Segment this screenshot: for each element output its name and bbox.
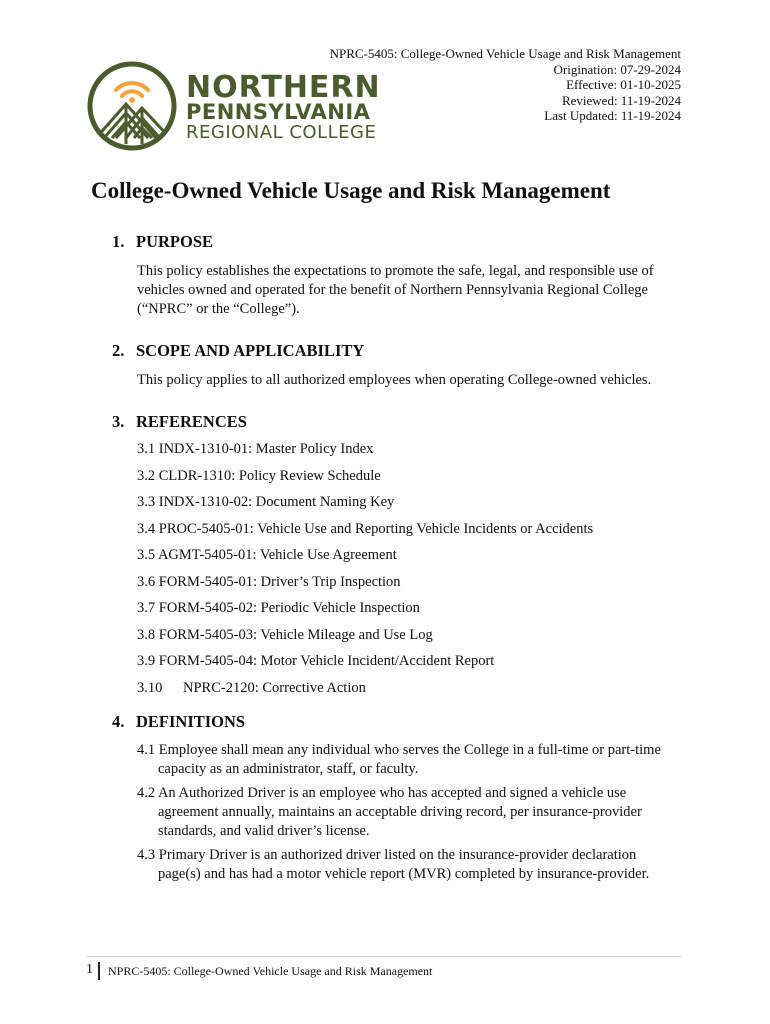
footer-doc-ref: NPRC-5405: College-Owned Vehicle Usage and Risk Management <box>108 964 433 978</box>
list-item <box>137 493 682 519</box>
reference-link[interactable]: FORM-5405-02: Periodic Vehicle Inspection <box>158 600 420 616</box>
page-number: 1 <box>86 962 93 977</box>
list-item <box>137 573 682 599</box>
document-header-meta <box>330 46 681 124</box>
scope-text: This policy applies to all authorized employees when operating College-owned vehicles. <box>137 372 652 388</box>
section-number: 3. <box>112 412 125 431</box>
item-number: 3.5 <box>137 547 156 563</box>
section-purpose <box>112 232 682 319</box>
list-item <box>137 679 682 705</box>
list-item <box>112 784 682 841</box>
section-scope <box>112 341 682 390</box>
list-item <box>137 626 682 652</box>
header-last-updated: Last Updated: 11-19-2024 <box>544 108 681 123</box>
reference-link[interactable]: CLDR-1310: Policy Review Schedule <box>158 467 381 484</box>
header-reviewed: Reviewed: 11-19-2024 <box>561 92 681 108</box>
reference-link[interactable]: FORM-5405-01: Driver’s Trip Inspection <box>158 573 401 590</box>
definition-text: An Authorized Driver is an employee who has accepted and signed a vehicle use agreement annually, maintains an acceptable driving record, per insurance-provider standards, and valid driver’s license. <box>157 785 642 839</box>
section-number: 2. <box>112 341 125 360</box>
page-title: College-Owned Vehicle Usage and Risk Management <box>91 178 611 203</box>
section-heading <box>112 341 682 361</box>
definition-text: Employee shall mean any individual who serves the College in a full-time or part-time capacity as an administrator, staff, or faculty. <box>158 742 661 777</box>
reference-link[interactable]: FORM-5405-04: Motor Vehicle Incident/Accident Report <box>158 653 495 669</box>
definition-text: Primary Driver is an authorized driver listed on the insurance-provider declaration page(s) and has had a motor vehicle report (MVR) completed by insurance-provider. <box>158 847 650 882</box>
section-definitions <box>112 712 682 889</box>
item-number: 3.4 <box>137 520 156 537</box>
reference-link[interactable]: FORM-5405-03: Vehicle Mileage and Use Log <box>158 626 433 643</box>
references-list <box>112 440 682 704</box>
item-number: 4.3 <box>137 847 156 863</box>
logo-line-northern: NORTHERN <box>186 70 381 105</box>
item-number: 3.7 <box>137 600 156 616</box>
page-footer <box>86 956 682 987</box>
section-number: 1. <box>112 232 125 251</box>
reference-link[interactable]: INDX-1310-01: Master Policy Index <box>158 441 374 457</box>
header-effective: Effective: 01-10-2025 <box>566 77 681 92</box>
section-title: REFERENCES <box>136 412 247 431</box>
list-item <box>137 652 682 678</box>
list-item <box>137 440 682 466</box>
logo-line-regional-college: REGIONAL COLLEGE <box>186 122 377 143</box>
purpose-text: This policy establishes the expectations to promote the safe, legal, and responsible use of vehicles owned and operated for the benefit of Northern Pennsylvania Regional College (“NPRC” or the “College”). <box>137 263 654 317</box>
section-references <box>112 412 682 704</box>
list-item <box>112 741 682 779</box>
mountain-signal-logo-icon <box>86 60 178 152</box>
definitions-list <box>112 741 682 884</box>
list-item <box>137 546 682 572</box>
item-number: 3.10 <box>137 679 163 696</box>
header-origination: Origination: 07-29-2024 <box>553 61 681 77</box>
item-number: 3.1 <box>137 441 156 457</box>
item-number: 3.3 <box>137 494 156 510</box>
header-doc-ref: NPRC-5405: College-Owned Vehicle Usage and Risk Management <box>329 46 681 61</box>
section-title: PURPOSE <box>136 232 214 251</box>
reference-link[interactable]: PROC-5405-01: Vehicle Use and Reporting Vehicle Incidents or Accidents <box>158 520 594 537</box>
section-heading <box>112 712 682 732</box>
section-number: 4. <box>112 712 125 731</box>
section-heading <box>112 412 682 432</box>
reference-link[interactable]: INDX-1310-02: Document Naming Key <box>158 494 395 510</box>
list-item <box>137 467 682 493</box>
item-number: 3.6 <box>137 573 156 590</box>
list-item <box>112 846 682 884</box>
section-title: DEFINITIONS <box>136 712 246 731</box>
item-number: 3.8 <box>137 626 156 643</box>
section-heading <box>112 232 682 252</box>
footer-divider <box>98 962 100 980</box>
item-number: 3.9 <box>137 653 156 669</box>
reference-link[interactable]: AGMT-5405-01: Vehicle Use Agreement <box>157 547 397 563</box>
section-title: SCOPE AND APPLICABILITY <box>136 341 365 360</box>
reference-link[interactable]: NPRC-2120: Corrective Action <box>183 679 366 696</box>
list-item <box>137 599 682 625</box>
item-number: 4.2 <box>137 785 156 801</box>
list-item <box>137 520 682 546</box>
item-number: 4.1 <box>137 742 156 758</box>
logo-line-pennsylvania: PENNSYLVANIA <box>186 100 371 124</box>
item-number: 3.2 <box>137 467 156 484</box>
